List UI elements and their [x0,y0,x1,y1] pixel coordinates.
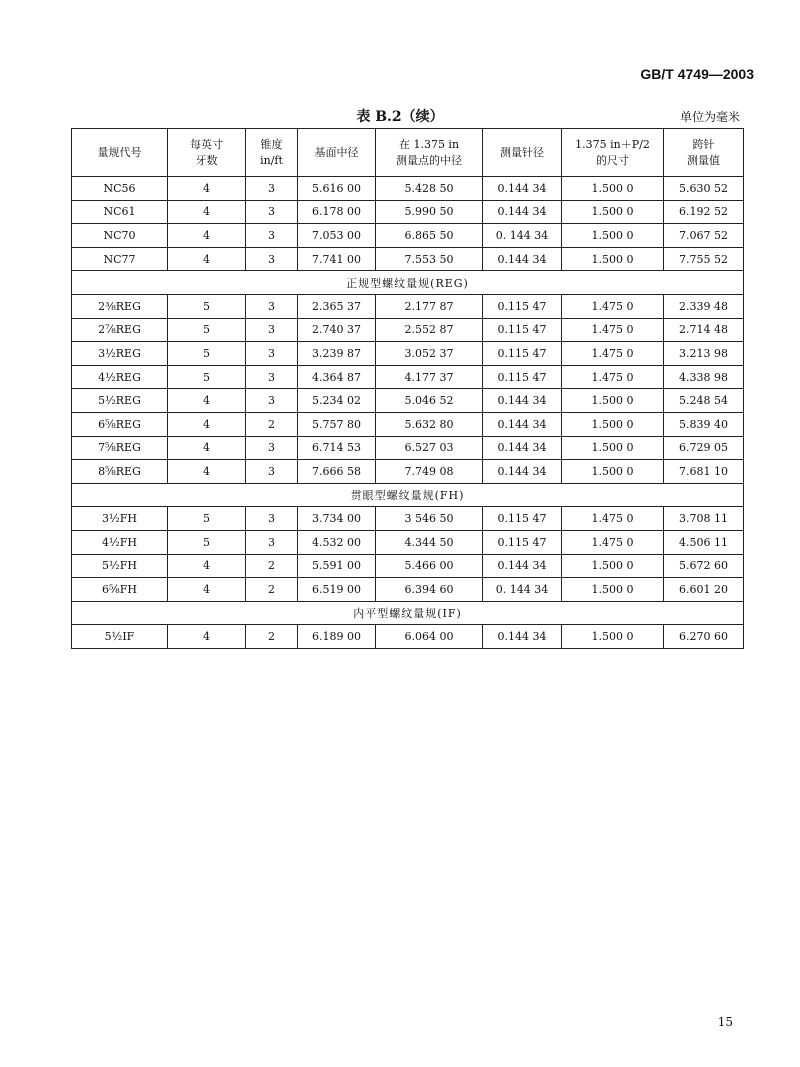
table-cell: 7.553 50 [376,247,483,271]
table-cell: 5.234 02 [298,389,376,413]
table-cell: 5½IF [72,625,168,649]
table-cell: 2 [246,412,298,436]
table-cell: 2⅜REG [72,294,168,318]
table-cell: 3.052 37 [376,342,483,366]
table-cell: 6.729 05 [664,436,744,460]
table-row [72,625,744,649]
table-row [72,578,744,602]
table-cell: 3 [246,507,298,531]
table-cell: 6.714 53 [298,436,376,460]
table-row [72,530,744,554]
table-row [72,294,744,318]
table-cell: 1.500 0 [562,460,664,484]
table-cell: 7.681 10 [664,460,744,484]
table-row [72,412,744,436]
table-cell: 3 [246,177,298,201]
table-cell: 6.270 60 [664,625,744,649]
table-cell: 6⅝REG [72,412,168,436]
table-row [72,224,744,248]
table-cell: 0.144 34 [483,625,562,649]
table-cell: 7.741 00 [298,247,376,271]
table-cell: 1.500 0 [562,177,664,201]
table-cell: 4½REG [72,365,168,389]
table-row [72,177,744,201]
table-cell: 6.189 00 [298,625,376,649]
table-cell: 5 [168,294,246,318]
table-cell: 2.177 87 [376,294,483,318]
table-cell: 0.115 47 [483,365,562,389]
table-cell: 5.466 00 [376,554,483,578]
table-cell: 3½FH [72,507,168,531]
table-cell: 5.046 52 [376,389,483,413]
table-cell: 2.714 48 [664,318,744,342]
table-cell: 6.178 00 [298,200,376,224]
column-header: 每英寸 牙数 [168,129,246,177]
table-cell: 3.213 98 [664,342,744,366]
table-cell: 1.475 0 [562,342,664,366]
table-cell: 2 [246,625,298,649]
table-cell: 3 [246,342,298,366]
table-cell: 3½REG [72,342,168,366]
table-cell: 3 [246,389,298,413]
table-row [72,389,744,413]
table-cell: 0.144 34 [483,460,562,484]
table-cell: 5.672 60 [664,554,744,578]
table-cell: 0.115 47 [483,507,562,531]
section-title: 内平型螺纹量规(IF) [72,601,744,625]
table-cell: 0. 144 34 [483,578,562,602]
table-cell: 4 [168,554,246,578]
table-cell: 0.144 34 [483,247,562,271]
table-cell: 5.591 00 [298,554,376,578]
table-row [72,436,744,460]
column-header: 测量针径 [483,129,562,177]
table-cell: 1.500 0 [562,625,664,649]
table-cell: 5½FH [72,554,168,578]
table-cell: 4 [168,460,246,484]
table-cell: 4½FH [72,530,168,554]
table-cell: 6.192 52 [664,200,744,224]
table-cell: 4.506 11 [664,530,744,554]
table-cell: 5.757 80 [298,412,376,436]
table-cell: 5.990 50 [376,200,483,224]
table-cell: NC77 [72,247,168,271]
table-cell: 1.500 0 [562,389,664,413]
table-cell: 4.344 50 [376,530,483,554]
table-cell: 1.475 0 [562,318,664,342]
table-cell: NC56 [72,177,168,201]
table-cell: 5 [168,318,246,342]
section-title: 贯眼型螺纹量规(FH) [72,483,744,507]
section-row [72,601,744,625]
table-cell: 6.601 20 [664,578,744,602]
table-cell: 5.248 54 [664,389,744,413]
column-header: 量规代号 [72,129,168,177]
table-cell: 1.500 0 [562,436,664,460]
table-cell: 3 [246,318,298,342]
table-cell: 6.519 00 [298,578,376,602]
column-header: 跨针 测量值 [664,129,744,177]
table-cell: 0.115 47 [483,294,562,318]
table-cell: 1.500 0 [562,554,664,578]
table-row [72,365,744,389]
table-cell: 3 [246,247,298,271]
table-cell: 4.338 98 [664,365,744,389]
table-cell: 2.552 87 [376,318,483,342]
table-cell: 3 [246,530,298,554]
data-table [71,128,744,649]
table-caption: 表 B.2（续） [356,109,444,125]
table-cell: 1.475 0 [562,365,664,389]
table-cell: 7.053 00 [298,224,376,248]
table-row [72,318,744,342]
table-row [72,200,744,224]
column-header: 锥度 in/ft [246,129,298,177]
table-cell: 7⅝REG [72,436,168,460]
table-cell: 5 [168,507,246,531]
page-number: 15 [717,1015,733,1029]
table-cell: 0.144 34 [483,389,562,413]
table-cell: NC61 [72,200,168,224]
column-header: 1.375 in＋P/2 的尺寸 [562,129,664,177]
table-row [72,507,744,531]
table-cell: 7.749 08 [376,460,483,484]
table-cell: 1.475 0 [562,530,664,554]
table-cell: 2.339 48 [664,294,744,318]
table-cell: 4 [168,578,246,602]
column-header: 基面中径 [298,129,376,177]
table-cell: 1.500 0 [562,247,664,271]
table-cell: 3 [246,200,298,224]
table-cell: 0.144 34 [483,177,562,201]
section-row [72,271,744,295]
table-cell: 5.630 52 [664,177,744,201]
table-cell: 6.394 60 [376,578,483,602]
table-cell: 4 [168,247,246,271]
table-cell: 4 [168,436,246,460]
standard-code: GB/T 4749—2003 [640,66,754,82]
unit-note: 单位为毫米 [679,110,740,124]
table-cell: 4 [168,412,246,436]
table-cell: 5.428 50 [376,177,483,201]
table-row [72,460,744,484]
table-row [72,554,744,578]
table-cell: 5.632 80 [376,412,483,436]
table-cell: 6.064 00 [376,625,483,649]
table-cell: 4.532 00 [298,530,376,554]
table-cell: 1.475 0 [562,294,664,318]
table-cell: 3 546 50 [376,507,483,531]
table-cell: 4.177 37 [376,365,483,389]
table-cell: 6.527 03 [376,436,483,460]
table-cell: 3 [246,365,298,389]
table-cell: 2.740 37 [298,318,376,342]
table-cell: 3.239 87 [298,342,376,366]
table-cell: 1.500 0 [562,224,664,248]
table-cell: 0.144 34 [483,436,562,460]
table-cell: 0.115 47 [483,530,562,554]
table-cell: 3 [246,294,298,318]
table-cell: 3.708 11 [664,507,744,531]
table-cell: NC70 [72,224,168,248]
table-cell: 5 [168,530,246,554]
table-cell: 3 [246,460,298,484]
table-cell: 4.364 87 [298,365,376,389]
table-cell: 6.865 50 [376,224,483,248]
table-cell: 5½REG [72,389,168,413]
table-cell: 7.067 52 [664,224,744,248]
table-cell: 5 [168,342,246,366]
section-row [72,483,744,507]
table-cell: 3 [246,224,298,248]
table-cell: 5 [168,365,246,389]
column-header: 在 1.375 in 测量点的中径 [376,129,483,177]
table-cell: 7.755 52 [664,247,744,271]
table-cell: 6⅝FH [72,578,168,602]
table-cell: 0. 144 34 [483,224,562,248]
table-cell: 2 [246,578,298,602]
table-cell: 5.839 40 [664,412,744,436]
table-cell: 3 [246,436,298,460]
table-cell: 7.666 58 [298,460,376,484]
table-cell: 4 [168,389,246,413]
table-cell: 0.144 34 [483,554,562,578]
table-cell: 1.500 0 [562,200,664,224]
table-cell: 4 [168,625,246,649]
table-cell: 0.144 34 [483,412,562,436]
table-row [72,342,744,366]
table-cell: 8⅝REG [72,460,168,484]
header-row [72,129,744,177]
table-cell: 0.115 47 [483,342,562,366]
table-cell: 0.144 34 [483,200,562,224]
table-cell: 5.616 00 [298,177,376,201]
table-row [72,247,744,271]
table-cell: 1.500 0 [562,412,664,436]
table-cell: 1.475 0 [562,507,664,531]
table-cell: 4 [168,200,246,224]
section-title: 正规型螺纹量规(REG) [72,271,744,295]
table-cell: 4 [168,224,246,248]
table-cell: 2.365 37 [298,294,376,318]
table-cell: 3.734 00 [298,507,376,531]
table-cell: 1.500 0 [562,578,664,602]
table-cell: 4 [168,177,246,201]
table-cell: 0.115 47 [483,318,562,342]
table-cell: 2 [246,554,298,578]
table-cell: 2⅞REG [72,318,168,342]
